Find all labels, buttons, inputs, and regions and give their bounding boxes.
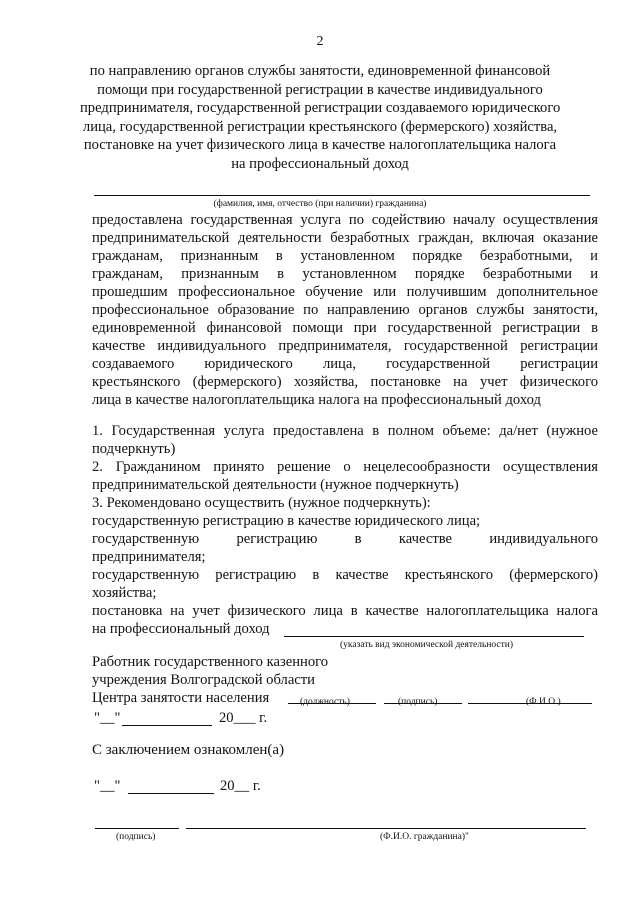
title-line: на профессиональный доход	[231, 155, 409, 172]
worker-line: учреждения Волгоградской области	[92, 672, 315, 688]
item-2-cont: предпринимательской деятельности (нужное подчеркнуть)	[92, 477, 459, 493]
body-line: создаваемого юридического лица, государственной регистрации	[92, 356, 598, 372]
body-line: прошедшим профессиональное обучение или получившим дополнительное	[92, 284, 598, 300]
activity-field-line	[284, 636, 584, 637]
citizen-fio-line	[186, 828, 586, 829]
worker-line: Центра занятости населения	[92, 690, 270, 706]
body-line: предпринимательской деятельности безработных граждан, включая оказание	[92, 230, 598, 246]
title-line: лица, государственной регистрации крестьянского (фермерского) хозяйства,	[82, 118, 558, 135]
signature-caption: (подпись)	[398, 697, 438, 707]
body-line: профессиональное образование по направлению органов службы занятости,	[92, 302, 598, 318]
option-farm-cont: хозяйства;	[92, 585, 157, 601]
position-caption: (должность)	[300, 697, 350, 707]
citizen-name-line	[94, 195, 590, 196]
option-legal-entity: государственную регистрацию в качестве юридического лица;	[92, 513, 481, 529]
date2-month-line	[128, 793, 214, 794]
option-entrepreneur-cont: предпринимателя;	[92, 549, 206, 565]
activity-caption: (указать вид экономической деятельности)	[340, 640, 514, 650]
body-line: гражданам, признанным в установленном порядке безработными, и	[92, 248, 598, 264]
option-tax: постановка на учет физического лица в качестве налогоплательщика налога	[92, 603, 598, 619]
acquainted-label: С заключением ознакомлен(а)	[92, 742, 285, 758]
page-number: 2	[316, 34, 324, 49]
date-day: "__"	[94, 710, 121, 726]
item-1: 1. Государственная услуга предоставлена в полном объеме: да/нет (нужное	[92, 423, 598, 439]
date-month-line	[122, 725, 212, 726]
citizen-fio-caption: (Ф.И.О. гражданина)"	[380, 832, 469, 842]
title-line: помощи при государственной регистрации в качестве индивидуального	[97, 81, 543, 98]
title-line: по направлению органов службы занятости, единовременной финансовой	[89, 63, 551, 79]
fio-caption: (Ф.И.О.)	[526, 697, 561, 707]
body-line: крестьянского (фермерского) хозяйства, постановке на учет физического	[92, 374, 598, 390]
item-2: 2. Гражданином принято решение о нецелесообразности осуществления	[92, 459, 598, 475]
body-line: гражданам, признанным в установленном порядке безработными и	[92, 266, 598, 282]
item-3: 3. Рекомендовано осуществить (нужное подчеркнуть):	[92, 495, 431, 511]
date-year: 20___ г.	[219, 710, 268, 726]
document-title	[80, 62, 560, 173]
body-line: качестве индивидуального предпринимателя, государственной регистрации	[92, 338, 598, 354]
item-1-cont: подчеркнуть)	[92, 441, 176, 457]
option-tax-cont: на профессиональный доход	[92, 621, 270, 637]
date2-day: "__"	[94, 778, 121, 794]
option-entrepreneur: государственную регистрацию в качестве индивидуального	[92, 531, 598, 547]
citizen-signature-line	[95, 828, 179, 829]
citizen-signature-caption: (подпись)	[116, 832, 156, 842]
body-line: предоставлена государственная услуга по содействию началу осуществления	[92, 212, 598, 228]
body-line: лица в качестве налогоплательщика налога на профессиональный доход	[92, 392, 541, 408]
date2-year: 20__ г.	[220, 778, 261, 794]
body-line: единовременной финансовой помощи при государственной регистрации в	[92, 320, 598, 336]
citizen-name-caption: (фамилия, имя, отчество (при наличии) гражданина)	[213, 199, 427, 209]
title-line: предпринимателя, государственной регистрации создаваемого юридического	[80, 100, 561, 116]
worker-line: Работник государственного казенного	[92, 654, 329, 670]
option-farm: государственную регистрацию в качестве крестьянского (фермерского)	[92, 567, 598, 583]
title-line: постановке на учет физического лица в качестве налогоплательщика налога	[83, 137, 557, 153]
